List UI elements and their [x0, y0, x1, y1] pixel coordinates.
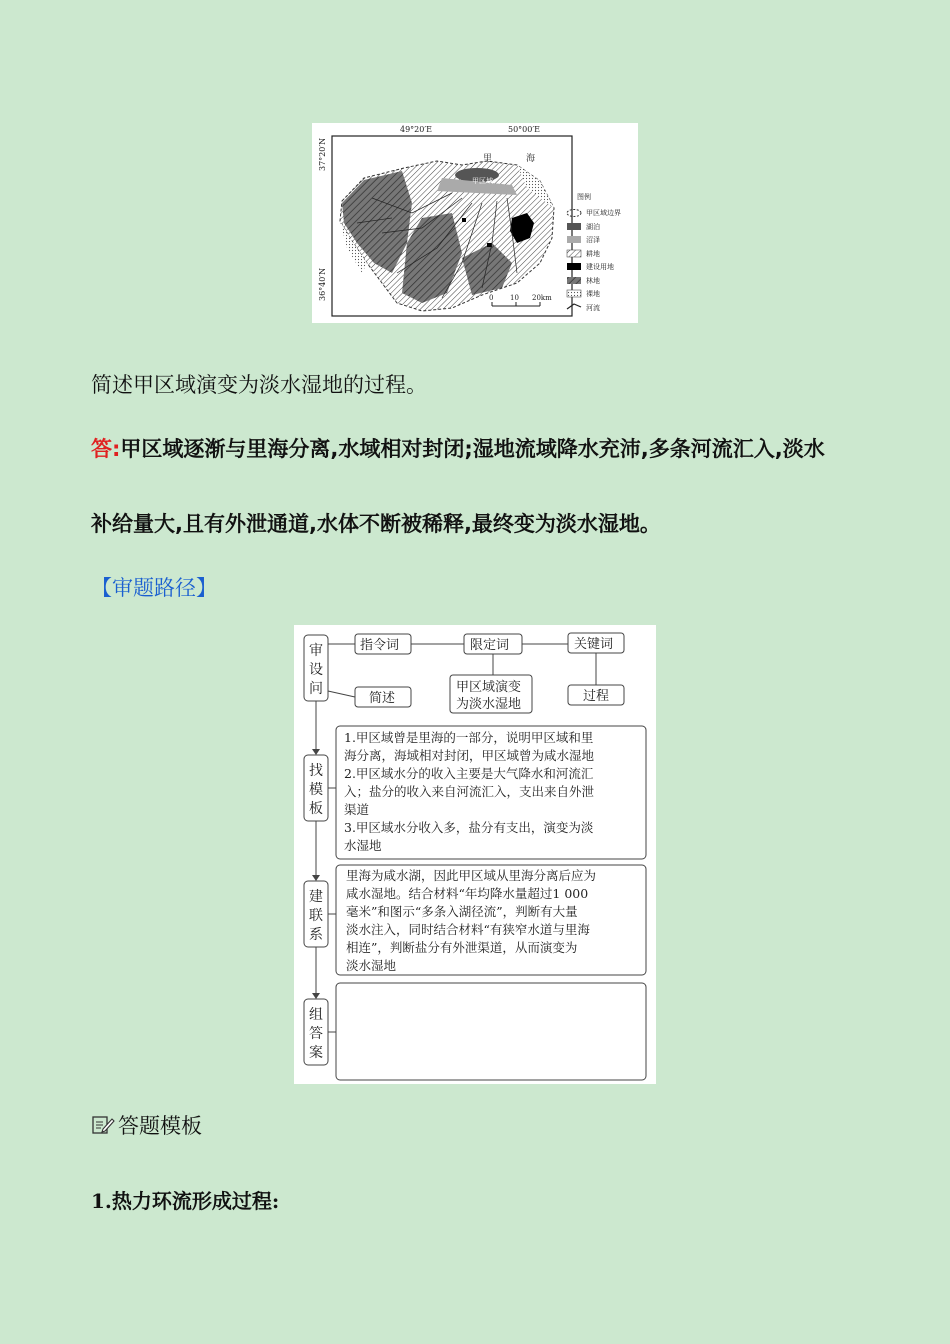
svg-text:10: 10: [510, 294, 519, 302]
map-top-lon-1: 49°20′E: [400, 125, 433, 134]
template-text: [344, 730, 595, 853]
answer-line-2: 补给量大,且有外泄通道,水体不断被稀释,最终变为淡水湿地。: [91, 512, 661, 536]
answer-line-1: [91, 433, 825, 463]
value-keyword: 过程: [583, 689, 610, 704]
map-left-lat-2: 36°40′N: [318, 267, 327, 301]
link-text: [346, 868, 596, 973]
svg-text:裸地: 裸地: [586, 290, 600, 298]
edit-note-icon: [91, 1114, 115, 1136]
svg-text:毫米”和图示“多条入湖径流”，判断有大量: 毫米”和图示“多条入湖径流”，判断有大量: [346, 904, 578, 919]
step-label-2: 找模板: [309, 763, 323, 817]
step-label-3: 建联系: [309, 889, 323, 943]
value-limit-2: 为淡水湿地: [456, 697, 522, 712]
svg-text:沼泽: 沼泽: [586, 236, 600, 244]
svg-text:河流: 河流: [586, 304, 600, 312]
svg-text:淡水湿地: 淡水湿地: [346, 958, 397, 973]
template-heading: [91, 1110, 202, 1140]
step-label-4: 组答案: [309, 1007, 323, 1061]
head-directive: 指令词: [360, 638, 400, 653]
answer-label: 答:: [91, 437, 121, 461]
svg-text:林地: 林地: [586, 277, 600, 285]
head-limit: 限定词: [470, 638, 510, 653]
sea-label-2: 海: [526, 154, 536, 164]
svg-text:水湿地: 水湿地: [344, 838, 382, 853]
svg-text:甲区域边界: 甲区域边界: [586, 209, 621, 217]
svg-text:咸水湿地。结合材料“年均降水量超过1 000: 咸水湿地。结合材料“年均降水量超过1 000: [346, 886, 589, 901]
svg-text:20km: 20km: [532, 294, 552, 302]
svg-text:入；盐分的收入来自河流汇入，支出来自外泄: 入；盐分的收入来自河流汇入，支出来自外泄: [344, 784, 595, 799]
svg-text:渠道: 渠道: [344, 802, 370, 817]
svg-text:建设用地: 建设用地: [586, 263, 614, 271]
legend-title: 图例: [577, 193, 591, 201]
analysis-flowchart: [294, 625, 656, 1084]
svg-text:相连”，判断盐分有外泄渠道，从而演变为: 相连”，判断盐分有外泄渠道，从而演变为: [346, 940, 578, 955]
region-label: 甲区域: [472, 177, 493, 185]
head-keyword: 关键词: [574, 637, 614, 652]
path-title: 【审题路径】: [91, 576, 217, 600]
map-left-lat-1: 37°20′N: [318, 137, 327, 171]
svg-text:耕地: 耕地: [586, 250, 600, 258]
map-legend: [567, 192, 621, 312]
svg-text:淡水注入，同时结合材料“有狭窄水道与里海: 淡水注入，同时结合材料“有狭窄水道与里海: [346, 922, 590, 937]
svg-text:里海为咸水湖，因此甲区域从里海分离后应为: 里海为咸水湖，因此甲区域从里海分离后应为: [346, 868, 597, 883]
question-text: 简述甲区域演变为淡水湿地的过程。: [91, 373, 427, 397]
sea-label-1: 里: [483, 154, 493, 164]
value-directive: 简述: [369, 691, 396, 706]
section-title: 1.热力环流形成过程:: [91, 1189, 280, 1213]
svg-text:1.甲区域曾是里海的一部分，说明甲区域和里: 1.甲区域曾是里海的一部分，说明甲区域和里: [344, 730, 594, 745]
svg-text:0: 0: [489, 294, 494, 302]
svg-text:2.甲区域水分的收入主要是大气降水和河流汇: 2.甲区域水分的收入主要是大气降水和河流汇: [344, 766, 594, 781]
map-top-lon-2: 50°00′E: [508, 125, 541, 134]
step-label-1: 审设问: [309, 643, 323, 697]
value-limit-1: 甲区域演变: [456, 680, 522, 695]
svg-text:湖泊: 湖泊: [586, 223, 600, 231]
svg-text:海分离，海域相对封闭，甲区域曾为咸水湿地: 海分离，海域相对封闭，甲区域曾为咸水湿地: [344, 748, 595, 763]
answer-text-1: 甲区域逐渐与里海分离,水域相对封闭;湿地流域降水充沛,多条河流汇入,淡水: [120, 437, 825, 461]
svg-text:3.甲区域水分收入多，盐分有支出，演变为淡: 3.甲区域水分收入多，盐分有支出，演变为淡: [344, 820, 594, 835]
region-map-figure: [312, 123, 638, 323]
template-title: 答题模板: [118, 1114, 202, 1138]
